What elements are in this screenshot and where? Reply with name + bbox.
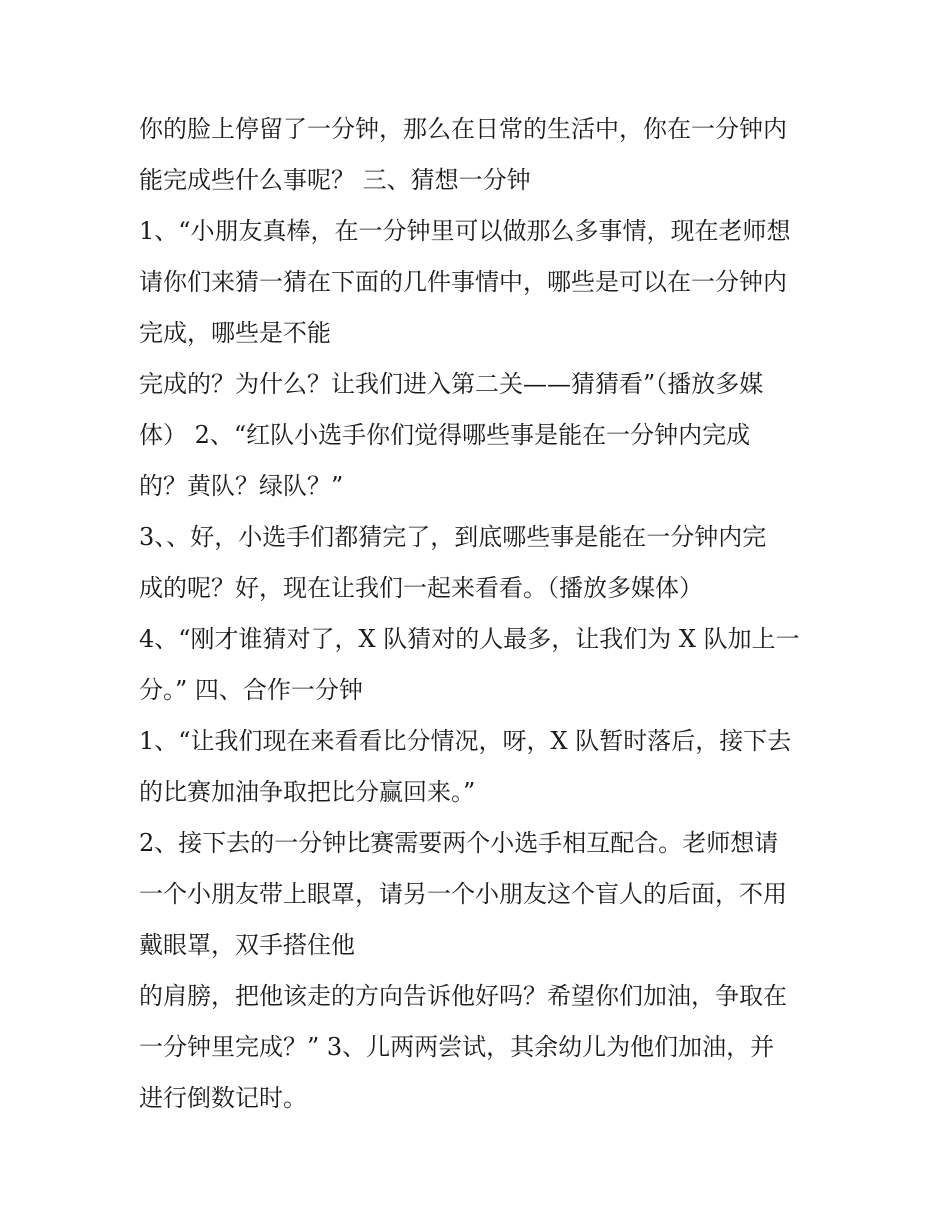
text-line: 完成，哪些是不能: [139, 319, 331, 347]
text-line: 4、“刚才谁猜对了，X 队猜对的人最多，让我们为 X 队加上一: [139, 625, 800, 653]
text-line: 的？黄队？绿队？”: [139, 472, 344, 500]
text-line: 戴眼罩，双手搭住他: [139, 931, 355, 959]
body-text: [139, 104, 829, 1124]
text-line: 完成的？为什么？让我们进入第二关——猜猜看”（播放多媒: [139, 370, 764, 398]
text-line: 能完成些什么事呢？ 三、猜想一分钟: [139, 166, 531, 194]
text-line: 的肩膀，把他该走的方向告诉他好吗？希望你们加油，争取在: [139, 982, 787, 1010]
text-line: 2、接下去的一分钟比赛需要两个小选手相互配合。老师想请: [139, 829, 779, 857]
text-line: 3、、好，小选手们都猜完了，到底哪些事是能在一分钟内完: [139, 523, 767, 551]
text-line: 1、“小朋友真棒，在一分钟里可以做那么多事情，现在老师想: [139, 217, 791, 245]
text-line: 请你们来猜一猜在下面的几件事情中，哪些是可以在一分钟内: [139, 268, 787, 296]
text-line: 的比赛加油争取把比分赢回来。”: [139, 778, 476, 806]
text-line: 你的脸上停留了一分钟，那么在日常的生活中，你在一分钟内: [139, 115, 787, 143]
text-line: 1、“让我们现在来看看比分情况，呀，X 队暂时落后，接下去: [139, 727, 792, 755]
text-line: 分。” 四、合作一分钟: [139, 676, 363, 704]
text-line: 一个小朋友带上眼罩，请另一个小朋友这个盲人的后面，不用: [139, 880, 787, 908]
text-line: 一分钟里完成？” 3、儿两两尝试，其余幼儿为他们加油，并: [139, 1033, 775, 1061]
text-line: 体） 2、“红队小选手你们觉得哪些事是能在一分钟内完成: [139, 421, 751, 449]
text-line: 成的呢？好，现在让我们一起来看看。（播放多媒体）: [139, 574, 703, 602]
text-line: 进行倒数记时。: [139, 1084, 307, 1112]
